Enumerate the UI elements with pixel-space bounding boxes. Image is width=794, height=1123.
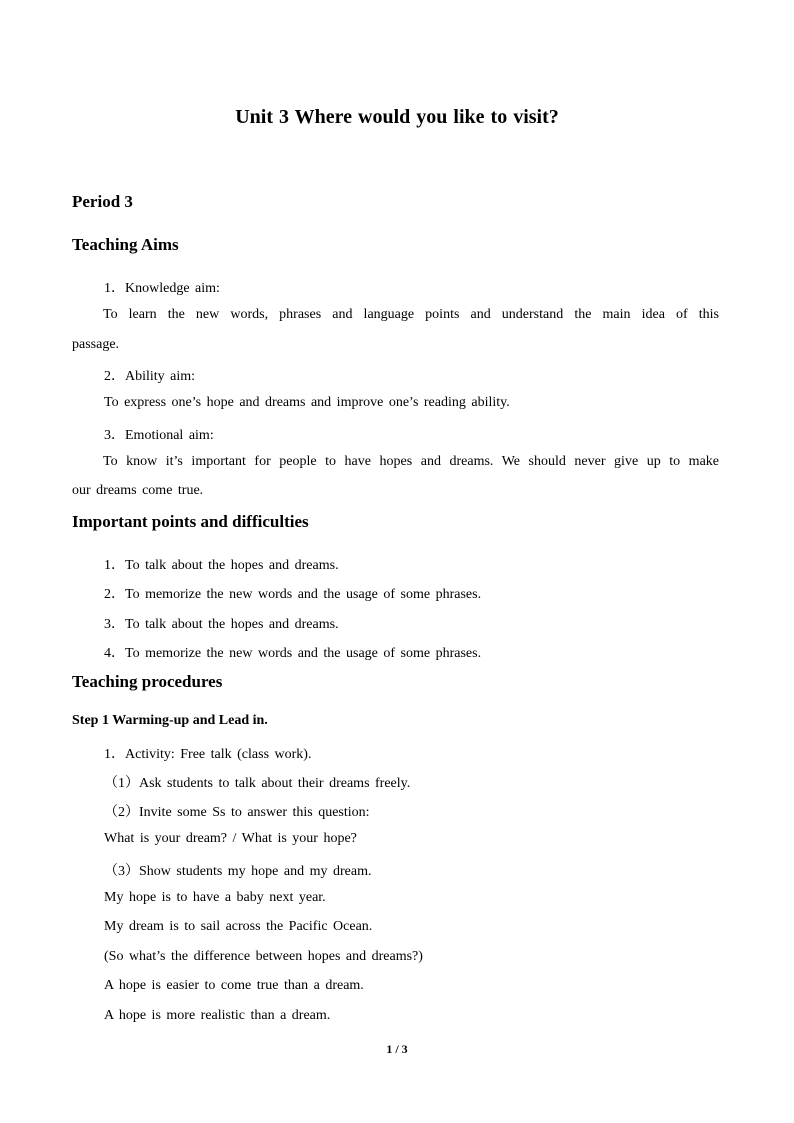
teaching-procedures-heading: Teaching procedures <box>72 672 223 691</box>
procedure-line: （3）Show students my hope and my dream. <box>104 864 372 879</box>
ability-aim-label: 2．Ability aim: <box>104 369 196 384</box>
procedure-line: A hope is easier to come true than a dream. <box>104 978 364 993</box>
important-point-item: 3．To talk about the hopes and dreams. <box>104 617 339 632</box>
knowledge-aim-text-cont: passage. <box>72 337 120 352</box>
procedure-line: （1）Ask students to talk about their dreams freely. <box>104 776 411 791</box>
document-title: Unit 3 Where would you like to visit? <box>235 106 559 128</box>
page-number: 1 / 3 <box>386 1042 408 1056</box>
important-point-item: 4．To memorize the new words and the usage of some phrases. <box>104 646 482 661</box>
procedure-line: My hope is to have a baby next year. <box>104 890 326 905</box>
important-point-item: 2．To memorize the new words and the usage of some phrases. <box>104 587 482 602</box>
step1-heading: Step 1 Warming-up and Lead in. <box>72 713 268 728</box>
procedure-line: (So what’s the difference between hopes and dreams?) <box>104 949 423 964</box>
procedure-line: 1．Activity: Free talk (class work). <box>104 747 312 762</box>
emotional-aim-text: To know it’s important for people to have hopes and dreams. We should never give up to make <box>103 454 719 469</box>
knowledge-aim-text: To learn the new words, phrases and language points and understand the main idea of this <box>103 307 719 322</box>
teaching-aims-heading: Teaching Aims <box>72 235 179 254</box>
important-point-item: 1．To talk about the hopes and dreams. <box>104 558 339 573</box>
procedure-line: What is your dream? / What is your hope? <box>104 831 357 846</box>
ability-aim-text: To express one’s hope and dreams and improve one’s reading ability. <box>104 395 510 410</box>
procedure-line: （2）Invite some Ss to answer this question: <box>104 805 370 820</box>
period-heading: Period 3 <box>72 192 133 211</box>
emotional-aim-text-cont: our dreams come true. <box>72 483 204 498</box>
procedure-line: My dream is to sail across the Pacific Ocean. <box>104 919 373 934</box>
procedure-line: A hope is more realistic than a dream. <box>104 1008 331 1023</box>
emotional-aim-label: 3．Emotional aim: <box>104 428 214 443</box>
important-points-heading: Important points and difficulties <box>72 512 309 531</box>
knowledge-aim-label: 1．Knowledge aim: <box>104 281 220 296</box>
